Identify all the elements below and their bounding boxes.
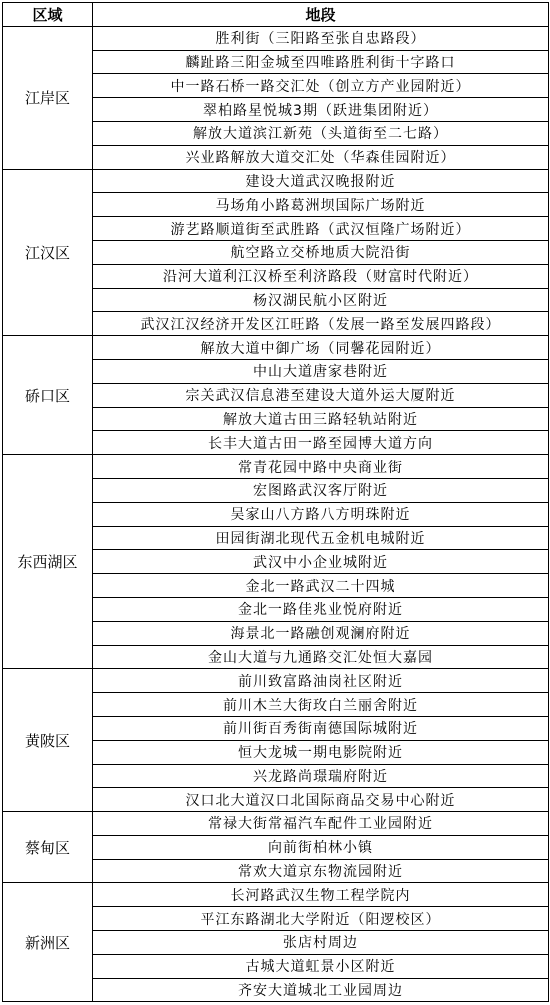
section-cell: 马场角小路葛洲坝国际广场附近 xyxy=(93,193,549,217)
table-row xyxy=(3,669,549,693)
section-cell: 宏图路武汉客厅附近 xyxy=(93,478,549,502)
district-cell: 硚口区 xyxy=(3,336,93,455)
section-cell: 平江东路湖北大学附近（阳逻校区） xyxy=(93,907,549,931)
section-cell: 中山大道唐家巷附近 xyxy=(93,359,549,383)
section-cell: 兴业路解放大道交汇处（华森佳园附近） xyxy=(93,145,549,169)
table-row xyxy=(3,883,549,907)
section-cell: 杨汉湖民航小区附近 xyxy=(93,288,549,312)
section-cell: 武汉中小企业城附近 xyxy=(93,550,549,574)
district-cell: 新洲区 xyxy=(3,883,93,1002)
section-cell: 航空路立交桥地质大院沿街 xyxy=(93,240,549,264)
header-district: 区域 xyxy=(3,3,93,27)
section-cell: 翠柏路星悦城3期（跃进集团附近） xyxy=(93,98,549,122)
district-cell: 江汉区 xyxy=(3,169,93,336)
section-cell: 长丰大道古田一路至园博大道方向 xyxy=(93,431,549,455)
section-cell: 张店村周边 xyxy=(93,931,549,955)
section-cell: 前川木兰大街玫白兰丽舍附近 xyxy=(93,693,549,717)
section-cell: 宗关武汉信息港至建设大道外运大厦附近 xyxy=(93,383,549,407)
table-row xyxy=(3,26,549,50)
section-cell: 常欢大道京东物流园附近 xyxy=(93,859,549,883)
section-cell: 向前街柏林小镇 xyxy=(93,835,549,859)
section-cell: 常禄大街常福汽车配件工业园附近 xyxy=(93,812,549,836)
section-cell: 中一路石桥一路交汇处（创立方产业园附近） xyxy=(93,74,549,98)
section-cell: 解放大道古田三路轻轨站附近 xyxy=(93,407,549,431)
road-section-list xyxy=(2,2,548,1002)
section-cell: 麟趾路三阳金城至四唯路胜利街十字路口 xyxy=(93,50,549,74)
section-cell: 田园街湖北现代五金机电城附近 xyxy=(93,526,549,550)
district-cell: 黄陂区 xyxy=(3,669,93,812)
section-cell: 金山大道与九通路交汇处恒大嘉园 xyxy=(93,645,549,669)
section-cell: 解放大道滨江新苑（头道街至二七路） xyxy=(93,121,549,145)
section-cell: 武汉江汉经济开发区江旺路（发展一路至发展四路段） xyxy=(93,312,549,336)
section-cell: 胜利街（三阳路至张自忠路段） xyxy=(93,26,549,50)
section-cell: 金北一路佳兆业悦府附近 xyxy=(93,597,549,621)
section-cell: 金北一路武汉二十四城 xyxy=(93,574,549,598)
section-cell: 游艺路顺道街至武胜路（武汉恒隆广场附近） xyxy=(93,217,549,241)
table-body xyxy=(3,26,549,1002)
district-cell: 东西湖区 xyxy=(3,455,93,669)
table-row xyxy=(3,455,549,479)
section-cell: 解放大道中御广场（同馨花园附近） xyxy=(93,336,549,360)
header-row xyxy=(3,3,549,27)
district-cell: 蔡甸区 xyxy=(3,812,93,883)
district-cell: 江岸区 xyxy=(3,26,93,169)
section-cell: 古城大道虹景小区附近 xyxy=(93,954,549,978)
header-section: 地段 xyxy=(93,3,549,27)
section-cell: 汉口北大道汉口北国际商品交易中心附近 xyxy=(93,788,549,812)
section-cell: 常青花园中路中央商业街 xyxy=(93,455,549,479)
table-row xyxy=(3,169,549,193)
table-row xyxy=(3,336,549,360)
section-cell: 吴家山八方路八方明珠附近 xyxy=(93,502,549,526)
table-row xyxy=(3,812,549,836)
road-section-table xyxy=(2,2,549,1002)
section-cell: 海景北一路融创观澜府附近 xyxy=(93,621,549,645)
section-cell: 前川致富路油岗社区附近 xyxy=(93,669,549,693)
section-cell: 建设大道武汉晚报附近 xyxy=(93,169,549,193)
section-cell: 前川街百秀街南德国际城附近 xyxy=(93,716,549,740)
section-cell: 兴龙路尚璟瑞府附近 xyxy=(93,764,549,788)
section-cell: 恒大龙城一期电影院附近 xyxy=(93,740,549,764)
section-cell: 齐安大道城北工业园周边 xyxy=(93,978,549,1002)
section-cell: 长河路武汉生物工程学院内 xyxy=(93,883,549,907)
section-cell: 沿河大道利江汉桥至利济路段（财富时代附近） xyxy=(93,264,549,288)
